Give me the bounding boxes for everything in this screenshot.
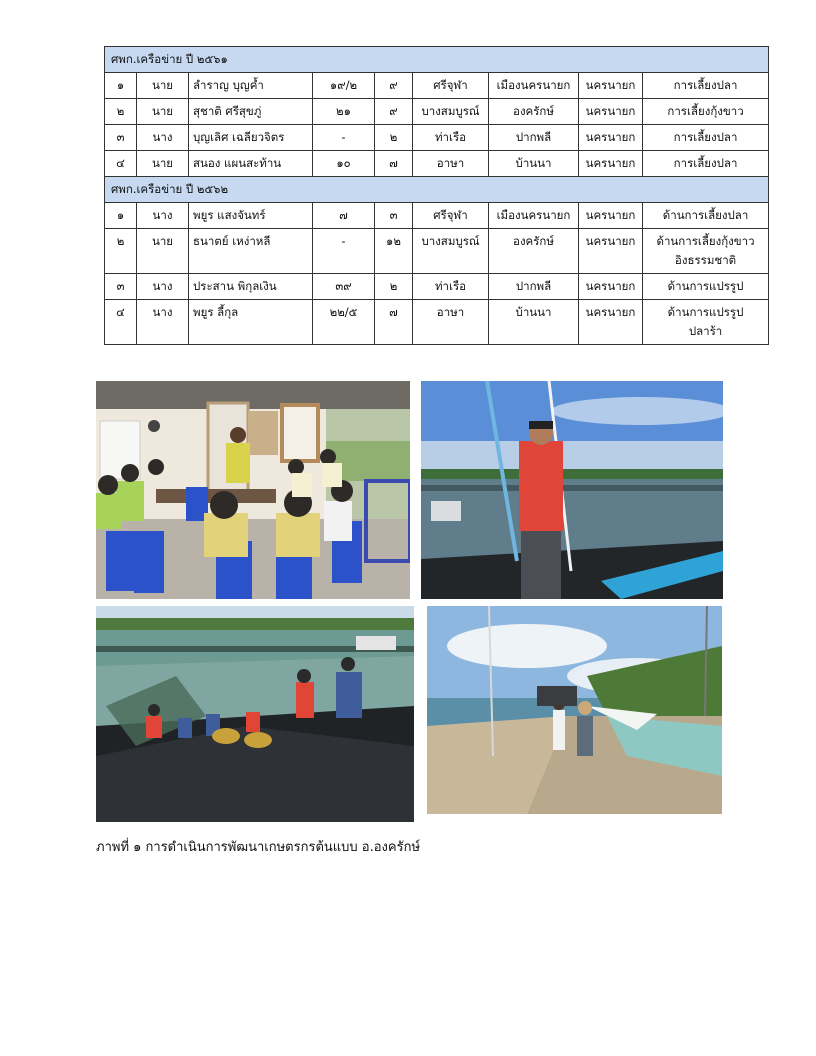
cell-district: องครักษ์ xyxy=(489,99,579,125)
cell-field-line1: ด้านการเลี้ยงกุ้งขาว xyxy=(656,234,755,248)
cell-prefix: นาย xyxy=(137,99,189,125)
cell-province: นครนายก xyxy=(579,203,643,229)
cell-no: ๓ xyxy=(105,274,137,300)
photo-pond-aerator xyxy=(427,606,722,814)
cell-subdistrict: ศรีจุฬา xyxy=(413,73,489,99)
cell-subdistrict: อาษา xyxy=(413,151,489,177)
section-title: ศพก.เครือข่าย ปี ๒๕๖๑ xyxy=(105,47,769,73)
cell-field-line1: ด้านการแปรรูป xyxy=(667,305,744,319)
cell-no: ๑ xyxy=(105,203,137,229)
cell-moo: ๒ xyxy=(375,274,413,300)
cell-name: ลำราญ บุญค้ำ xyxy=(189,73,313,99)
cell-field: การเลี้ยงปลา xyxy=(643,151,769,177)
cell-field-line2: อิงธรรมชาติ xyxy=(674,253,737,267)
cell-province: นครนายก xyxy=(579,274,643,300)
table-row xyxy=(105,274,769,300)
cell-field xyxy=(643,229,769,274)
cell-prefix: นาย xyxy=(137,151,189,177)
table-row xyxy=(105,125,769,151)
cell-province: นครนายก xyxy=(579,300,643,345)
cell-moo: ๒ xyxy=(375,125,413,151)
cell-province: นครนายก xyxy=(579,229,643,274)
cell-no: ๔ xyxy=(105,300,137,345)
table-row xyxy=(105,151,769,177)
cell-house: ๒๑ xyxy=(313,99,375,125)
cell-name: ธนาตย์ เหง่าหลี xyxy=(189,229,313,274)
table-row xyxy=(105,99,769,125)
cell-province: นครนายก xyxy=(579,151,643,177)
photo-harvest-net xyxy=(96,606,414,822)
cell-house: - xyxy=(313,125,375,151)
cell-name: สุชาติ ศรีสุขภู่ xyxy=(189,99,313,125)
cell-prefix: นาย xyxy=(137,73,189,99)
cell-no: ๑ xyxy=(105,73,137,99)
cell-no: ๔ xyxy=(105,151,137,177)
cell-province: นครนายก xyxy=(579,73,643,99)
cell-moo: ๙ xyxy=(375,73,413,99)
table-row xyxy=(105,229,769,274)
cell-moo: ๓ xyxy=(375,203,413,229)
cell-name: บุญเลิศ เฉลียวจิตร xyxy=(189,125,313,151)
cell-no: ๓ xyxy=(105,125,137,151)
farmer-network-table xyxy=(104,46,769,345)
section-title: ศพก.เครือข่าย ปี ๒๕๖๒ xyxy=(105,177,769,203)
cell-district: องครักษ์ xyxy=(489,229,579,274)
cell-house: ๑๐ xyxy=(313,151,375,177)
cell-district: เมืองนครนายก xyxy=(489,73,579,99)
cell-house: ๑๙/๒ xyxy=(313,73,375,99)
cell-moo: ๗ xyxy=(375,300,413,345)
cell-field: การเลี้ยงปลา xyxy=(643,125,769,151)
table-row xyxy=(105,300,769,345)
cell-district: บ้านนา xyxy=(489,151,579,177)
cell-name: ประสาน พิกุลเงิน xyxy=(189,274,313,300)
cell-no: ๒ xyxy=(105,99,137,125)
cell-moo: ๗ xyxy=(375,151,413,177)
cell-prefix: นาง xyxy=(137,300,189,345)
cell-house: ๒๒/๕ xyxy=(313,300,375,345)
cell-field: การเลี้ยงกุ้งขาว xyxy=(643,99,769,125)
cell-name: พยูร ลี้กุล xyxy=(189,300,313,345)
cell-subdistrict: บางสมบูรณ์ xyxy=(413,229,489,274)
cell-subdistrict: ท่าเรือ xyxy=(413,125,489,151)
cell-province: นครนายก xyxy=(579,99,643,125)
cell-moo: ๑๒ xyxy=(375,229,413,274)
cell-field: ด้านการเลี้ยงปลา xyxy=(643,203,769,229)
section-header xyxy=(105,177,769,203)
figure-caption: ภาพที่ ๑ การดำเนินการพัฒนาเกษตรกรต้นแบบ อ.องครักษ์ xyxy=(96,840,421,855)
cell-district: ปากพลี xyxy=(489,274,579,300)
cell-province: นครนายก xyxy=(579,125,643,151)
photo-shrimp-pond-farmer xyxy=(421,381,723,599)
cell-field-line2: ปลาร้า xyxy=(688,324,723,338)
table-row xyxy=(105,203,769,229)
cell-house: ๓๙ xyxy=(313,274,375,300)
section-header xyxy=(105,47,769,73)
cell-district: บ้านนา xyxy=(489,300,579,345)
cell-name: สนอง แผนสะท้าน xyxy=(189,151,313,177)
cell-subdistrict: อาษา xyxy=(413,300,489,345)
photo-farmer-meeting xyxy=(96,381,410,599)
cell-moo: ๙ xyxy=(375,99,413,125)
cell-field xyxy=(643,300,769,345)
table-row xyxy=(105,73,769,99)
cell-prefix: นาง xyxy=(137,125,189,151)
cell-house: ๗ xyxy=(313,203,375,229)
cell-field: ด้านการแปรรูป xyxy=(643,274,769,300)
cell-field: การเลี้ยงปลา xyxy=(643,73,769,99)
cell-district: เมืองนครนายก xyxy=(489,203,579,229)
cell-name: พยูร แสงจันทร์ xyxy=(189,203,313,229)
cell-prefix: นาย xyxy=(137,229,189,274)
cell-prefix: นาง xyxy=(137,203,189,229)
cell-prefix: นาง xyxy=(137,274,189,300)
cell-subdistrict: ท่าเรือ xyxy=(413,274,489,300)
cell-subdistrict: บางสมบูรณ์ xyxy=(413,99,489,125)
cell-subdistrict: ศรีจุฬา xyxy=(413,203,489,229)
cell-no: ๒ xyxy=(105,229,137,274)
cell-house: - xyxy=(313,229,375,274)
cell-district: ปากพลี xyxy=(489,125,579,151)
